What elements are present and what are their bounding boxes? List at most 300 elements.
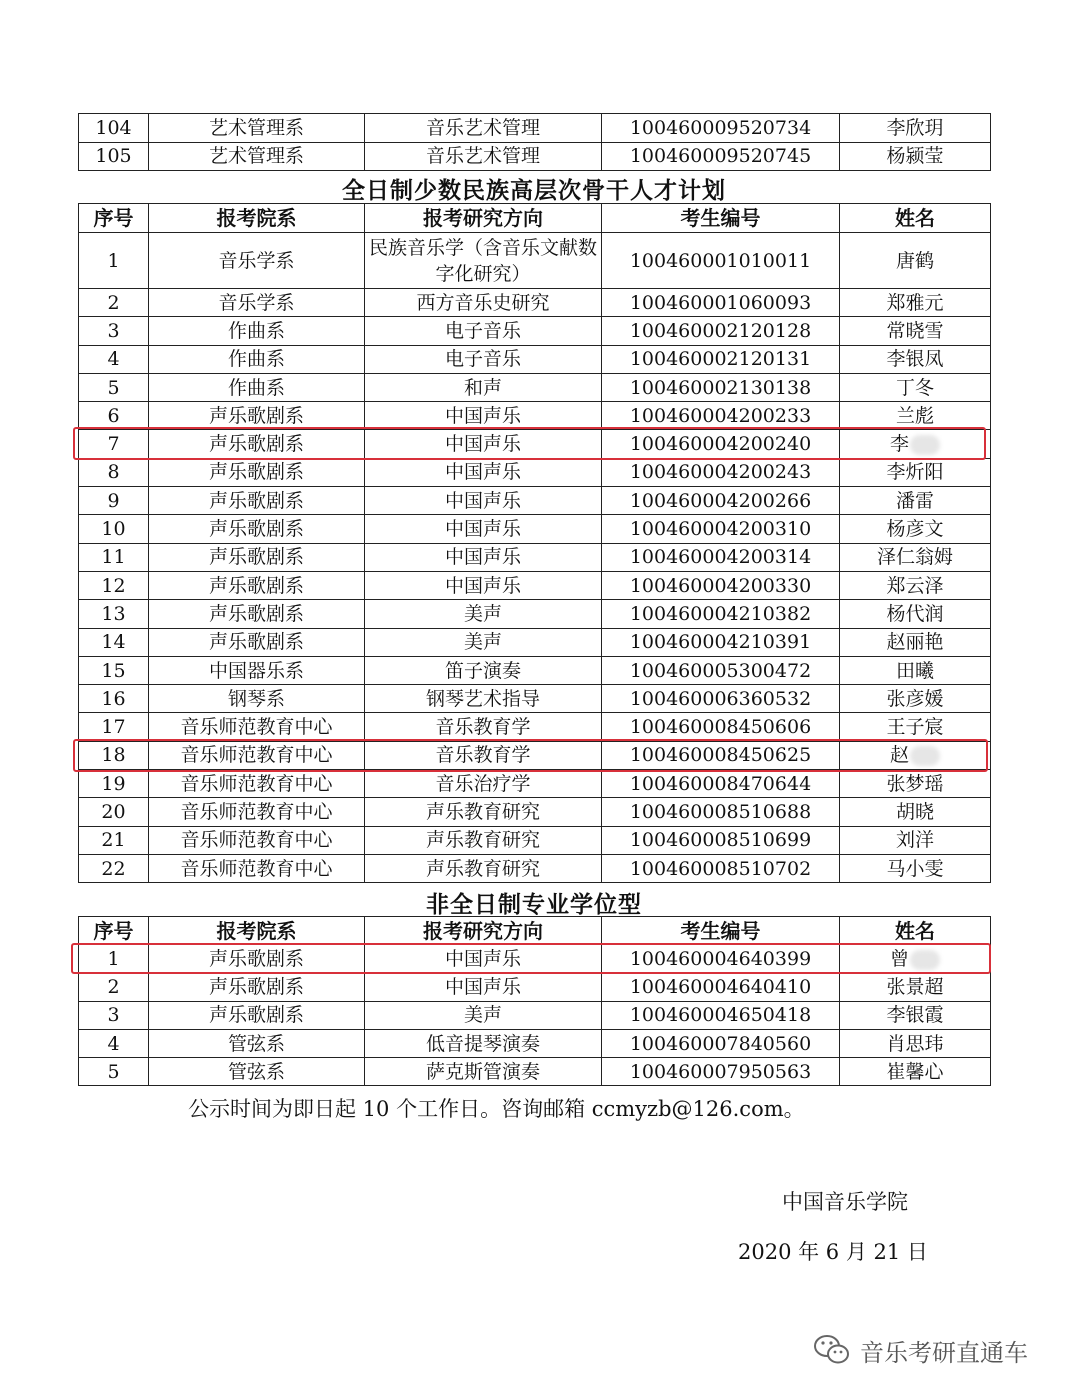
cell-text: 考生编号 bbox=[680, 206, 761, 230]
cell-direction bbox=[365, 685, 602, 713]
cell-text: 音乐师范教育中心 bbox=[180, 772, 333, 795]
cell-text: 22 bbox=[101, 857, 126, 880]
table-row bbox=[79, 628, 991, 656]
cell-text: 中国器乐系 bbox=[208, 659, 304, 682]
cell-text: 美声 bbox=[463, 602, 502, 625]
cell-text: 李银凤 bbox=[886, 348, 944, 371]
table-row bbox=[79, 142, 991, 171]
cell-text: 中国声乐 bbox=[444, 574, 521, 597]
cell-text: 声乐教育研究 bbox=[425, 857, 540, 880]
cell-text: 声乐歌剧系 bbox=[208, 433, 304, 456]
cell-department bbox=[149, 543, 365, 571]
cell-seq bbox=[79, 487, 149, 515]
table-row bbox=[79, 685, 991, 713]
minority-talent-table-body bbox=[79, 204, 991, 883]
table-row bbox=[79, 1001, 991, 1029]
cell-direction bbox=[365, 373, 602, 401]
table-row bbox=[79, 713, 991, 741]
cell-text: 姓名 bbox=[895, 206, 935, 230]
cell-direction bbox=[365, 1058, 602, 1086]
cell-name bbox=[840, 1058, 991, 1086]
cell-name bbox=[840, 1001, 991, 1029]
cell-text: 100460004200243 bbox=[629, 461, 812, 484]
cell-name bbox=[840, 233, 991, 289]
cell-exam-id bbox=[602, 571, 840, 599]
cell-exam-id bbox=[602, 798, 840, 826]
cell-exam-id bbox=[602, 114, 840, 143]
cell-seq bbox=[79, 571, 149, 599]
cell-text: 声乐歌剧系 bbox=[208, 947, 304, 970]
cell-text: 105 bbox=[95, 145, 132, 168]
cell-name bbox=[840, 289, 991, 317]
part-time-table bbox=[78, 916, 991, 1086]
cell-text: 作曲系 bbox=[227, 348, 285, 371]
cell-text: 序号 bbox=[93, 206, 134, 230]
cell-text: 音乐师范教育中心 bbox=[180, 857, 333, 880]
cell-text: 5 bbox=[107, 376, 120, 399]
cell-text: 肖思玮 bbox=[886, 1032, 944, 1055]
cell-text: 19 bbox=[101, 772, 126, 795]
cell-exam-id bbox=[602, 656, 840, 684]
table-row bbox=[79, 114, 991, 143]
cell-exam-id bbox=[602, 770, 840, 798]
cell-text: 杨彦文 bbox=[886, 518, 944, 541]
cell-text: 常晓雪 bbox=[886, 319, 944, 342]
cell-text: 序号 bbox=[93, 918, 134, 943]
notice-text: 公示时间为即日起 10 个工作日。咨询邮箱 ccmyzb@126.com。 bbox=[188, 1097, 805, 1121]
cell-direction bbox=[365, 289, 602, 317]
cell-direction bbox=[365, 854, 602, 882]
cell-text: 管弦系 bbox=[227, 1032, 285, 1055]
cell-text: 5 bbox=[107, 1060, 120, 1083]
header-exam-id bbox=[602, 917, 840, 945]
cell-exam-id bbox=[602, 317, 840, 345]
cell-text: 14 bbox=[101, 631, 126, 654]
table-row bbox=[79, 289, 991, 317]
cell-department bbox=[149, 770, 365, 798]
cell-text: 唐鹤 bbox=[895, 249, 934, 272]
cell-text: 100460004210382 bbox=[629, 602, 812, 625]
cell-seq bbox=[79, 142, 149, 171]
table-row bbox=[79, 1058, 991, 1086]
cell-text: 1 bbox=[107, 947, 120, 970]
cell-department bbox=[149, 628, 365, 656]
cell-text: 16 bbox=[101, 687, 126, 710]
cell-text: 100460002120131 bbox=[629, 348, 812, 371]
cell-seq bbox=[79, 289, 149, 317]
cell-text: 中国声乐 bbox=[444, 518, 521, 541]
cell-text: 音乐师范教育中心 bbox=[180, 800, 333, 823]
cell-department bbox=[149, 571, 365, 599]
part-time-table-body bbox=[79, 917, 991, 1086]
cell-text: 李炘阳 bbox=[886, 461, 944, 484]
cell-text: 马小雯 bbox=[886, 857, 944, 880]
cell-text: 100460002120128 bbox=[629, 319, 812, 342]
cell-text: 管弦系 bbox=[227, 1060, 285, 1083]
cell-text: 萨克斯管演奏 bbox=[425, 1060, 540, 1083]
table-row bbox=[79, 458, 991, 486]
cell-text: 李欣玥 bbox=[886, 116, 944, 139]
header-department bbox=[149, 917, 365, 945]
cell-department bbox=[149, 1029, 365, 1057]
cell-exam-id bbox=[602, 289, 840, 317]
cell-text: 100460004210391 bbox=[629, 631, 812, 654]
cell-direction bbox=[365, 600, 602, 628]
signature-date: 2020 年 6 月 21 日 bbox=[738, 1240, 928, 1264]
cell-exam-id bbox=[602, 973, 840, 1001]
cell-text: 和声 bbox=[463, 376, 502, 399]
cell-direction bbox=[365, 515, 602, 543]
cell-direction bbox=[365, 798, 602, 826]
cell-name bbox=[840, 571, 991, 599]
cell-direction bbox=[365, 973, 602, 1001]
cell-name bbox=[840, 685, 991, 713]
cell-name bbox=[840, 713, 991, 741]
cell-text: 104 bbox=[95, 116, 132, 139]
cell-text: 电子音乐 bbox=[444, 348, 521, 371]
cell-text: 胡晓 bbox=[895, 800, 934, 823]
cell-text: 100460007840560 bbox=[629, 1032, 812, 1055]
cell-text: 100460008450606 bbox=[629, 716, 812, 739]
cell-department bbox=[149, 600, 365, 628]
signature-org: 中国音乐学院 bbox=[782, 1190, 908, 1214]
cell-department bbox=[149, 973, 365, 1001]
cell-text: 中国声乐 bbox=[444, 433, 521, 456]
cell-seq bbox=[79, 402, 149, 430]
header-department bbox=[149, 204, 365, 233]
cell-text: 4 bbox=[107, 1032, 120, 1055]
table-row bbox=[79, 770, 991, 798]
minority-talent-table bbox=[78, 203, 991, 883]
cell-text: 王子宸 bbox=[886, 716, 944, 739]
cell-text: 赵丽艳 bbox=[886, 631, 944, 654]
cell-exam-id bbox=[602, 487, 840, 515]
cell-text: 低音提琴演奏 bbox=[425, 1032, 540, 1055]
table-row bbox=[79, 402, 991, 430]
watermark-text: 音乐考研直通车 bbox=[860, 1338, 1028, 1367]
cell-text: 丁冬 bbox=[895, 376, 934, 399]
cell-text: 报考研究方向 bbox=[423, 206, 543, 230]
cell-department bbox=[149, 713, 365, 741]
cell-text: 兰彪 bbox=[895, 404, 934, 427]
cell-text: 100460008470644 bbox=[629, 772, 812, 795]
cell-text: 音乐教育学 bbox=[435, 716, 531, 739]
cell-department bbox=[149, 487, 365, 515]
cell-text: 100460009520734 bbox=[629, 116, 812, 139]
cell-seq bbox=[79, 600, 149, 628]
cell-exam-id bbox=[602, 713, 840, 741]
cell-department bbox=[149, 1058, 365, 1086]
table-row bbox=[79, 317, 991, 345]
cell-seq bbox=[79, 1029, 149, 1057]
cell-text: 1 bbox=[107, 249, 120, 272]
cell-exam-id bbox=[602, 142, 840, 171]
cell-seq bbox=[79, 233, 149, 289]
cell-text: 崔馨心 bbox=[886, 1060, 944, 1083]
cell-text: 美声 bbox=[463, 1004, 502, 1027]
cell-exam-id bbox=[602, 458, 840, 486]
cell-seq bbox=[79, 458, 149, 486]
cell-text: 18 bbox=[101, 744, 126, 767]
cell-department bbox=[149, 114, 365, 143]
cell-exam-id bbox=[602, 233, 840, 289]
cell-text: 3 bbox=[107, 319, 120, 342]
cell-text: 钢琴系 bbox=[227, 687, 285, 710]
table-row bbox=[79, 854, 991, 882]
cell-name bbox=[840, 317, 991, 345]
cell-text: 100460006360532 bbox=[629, 687, 812, 710]
cell-text: 声乐教育研究 bbox=[425, 829, 540, 852]
cell-text: 100460008510699 bbox=[629, 829, 812, 852]
cell-text: 100460001060093 bbox=[629, 291, 812, 314]
header-seq bbox=[79, 917, 149, 945]
cell-text: 作曲系 bbox=[227, 319, 285, 342]
cell-seq bbox=[79, 345, 149, 373]
highlight-row-18 bbox=[73, 739, 988, 772]
cell-text: 12 bbox=[101, 574, 126, 597]
cell-department bbox=[149, 1001, 365, 1029]
cell-direction bbox=[365, 487, 602, 515]
table-row bbox=[79, 973, 991, 1001]
table-row bbox=[79, 826, 991, 854]
cell-text: 刘洋 bbox=[895, 829, 934, 852]
header-direction bbox=[365, 204, 602, 233]
cell-direction bbox=[365, 142, 602, 171]
table-row bbox=[79, 543, 991, 571]
cell-name bbox=[840, 515, 991, 543]
cell-direction bbox=[365, 571, 602, 599]
cell-direction bbox=[365, 1029, 602, 1057]
header-row bbox=[79, 204, 991, 233]
cell-text: 中国声乐 bbox=[444, 489, 521, 512]
cell-text: 100460005300472 bbox=[629, 659, 812, 682]
cell-text: 100460004200330 bbox=[629, 574, 812, 597]
cell-exam-id bbox=[602, 373, 840, 401]
cell-seq bbox=[79, 973, 149, 1001]
cell-name bbox=[840, 770, 991, 798]
cell-text: 报考院系 bbox=[216, 206, 297, 230]
cell-direction bbox=[365, 713, 602, 741]
cell-name bbox=[840, 142, 991, 171]
cell-text: 17 bbox=[101, 716, 126, 739]
cell-text: 3 bbox=[107, 1004, 120, 1027]
cell-exam-id bbox=[602, 515, 840, 543]
table-row bbox=[79, 233, 991, 289]
highlight-row-7 bbox=[73, 427, 986, 460]
cell-text: 音乐师范教育中心 bbox=[180, 744, 333, 767]
cell-seq bbox=[79, 770, 149, 798]
cell-seq bbox=[79, 515, 149, 543]
cell-exam-id bbox=[602, 1058, 840, 1086]
cell-seq bbox=[79, 685, 149, 713]
cell-text: 声乐教育研究 bbox=[425, 800, 540, 823]
cell-exam-id bbox=[602, 543, 840, 571]
cell-text: 9 bbox=[107, 489, 120, 512]
cell-name bbox=[840, 656, 991, 684]
cell-text: 张梦瑶 bbox=[886, 772, 944, 795]
cell-text: 100460004200266 bbox=[629, 489, 812, 512]
cell-direction bbox=[365, 317, 602, 345]
section-title-part-time: 非全日制专业学位型 bbox=[426, 891, 642, 918]
header-exam-id bbox=[602, 204, 840, 233]
cell-text: 11 bbox=[101, 546, 126, 569]
cell-text: 艺术管理系 bbox=[208, 145, 304, 168]
cell-text: 21 bbox=[101, 829, 126, 852]
table-row bbox=[79, 1029, 991, 1057]
cell-text: 考生编号 bbox=[680, 918, 761, 943]
cell-text: 声乐歌剧系 bbox=[208, 404, 304, 427]
header-row bbox=[79, 917, 991, 945]
cell-text: 10 bbox=[101, 518, 126, 541]
cell-text: 李银霞 bbox=[886, 1004, 944, 1027]
cell-department bbox=[149, 402, 365, 430]
cell-text: 4 bbox=[107, 348, 120, 371]
cell-text: 7 bbox=[107, 433, 120, 456]
table-row bbox=[79, 515, 991, 543]
header-direction bbox=[365, 917, 602, 945]
cell-text: 潘雷 bbox=[895, 489, 934, 512]
cell-seq bbox=[79, 798, 149, 826]
cell-name bbox=[840, 458, 991, 486]
cell-text: 15 bbox=[101, 659, 126, 682]
cell-direction bbox=[365, 656, 602, 684]
cell-exam-id bbox=[602, 826, 840, 854]
cell-text: 100460004200233 bbox=[629, 404, 812, 427]
cell-text: 钢琴艺术指导 bbox=[425, 687, 540, 710]
cell-department bbox=[149, 233, 365, 289]
header-name bbox=[840, 204, 991, 233]
cell-seq bbox=[79, 656, 149, 684]
cell-text: 郑雅元 bbox=[886, 291, 944, 314]
cell-text: 中国声乐 bbox=[444, 461, 521, 484]
cell-text: 声乐歌剧系 bbox=[208, 489, 304, 512]
cell-seq bbox=[79, 317, 149, 345]
cell-direction bbox=[365, 770, 602, 798]
cell-text: 100460004650418 bbox=[629, 1004, 812, 1027]
cell-text: 声乐歌剧系 bbox=[208, 574, 304, 597]
cell-text: 音乐学系 bbox=[218, 291, 295, 314]
cell-text: 8 bbox=[107, 461, 120, 484]
cell-text: 张景超 bbox=[886, 975, 944, 998]
cell-text: 中国声乐 bbox=[444, 975, 521, 998]
cell-name bbox=[840, 854, 991, 882]
cell-text: 100460002130138 bbox=[629, 376, 812, 399]
cell-text: 泽仁翁姆 bbox=[876, 546, 953, 569]
cell-exam-id bbox=[602, 345, 840, 373]
cell-text: 美声 bbox=[463, 631, 502, 654]
cell-direction bbox=[365, 458, 602, 486]
cell-text: 2 bbox=[107, 975, 120, 998]
cell-department bbox=[149, 798, 365, 826]
cell-department bbox=[149, 345, 365, 373]
cell-seq bbox=[79, 1058, 149, 1086]
header-seq bbox=[79, 204, 149, 233]
cell-department bbox=[149, 515, 365, 543]
cell-text: 民族音乐学（含音乐文献数字化研究） bbox=[368, 236, 597, 285]
cell-direction bbox=[365, 543, 602, 571]
cell-text: 作曲系 bbox=[227, 376, 285, 399]
cell-name bbox=[840, 543, 991, 571]
cell-text: 13 bbox=[101, 602, 126, 625]
cell-seq bbox=[79, 373, 149, 401]
section-title-minority: 全日制少数民族高层次骨干人才计划 bbox=[342, 177, 726, 204]
cell-text: 赵 bbox=[889, 744, 909, 767]
cell-text: 电子音乐 bbox=[444, 319, 521, 342]
cell-text: 中国声乐 bbox=[444, 947, 521, 970]
cell-text: 100460001010011 bbox=[629, 249, 812, 272]
cell-text: 音乐艺术管理 bbox=[425, 116, 540, 139]
cell-text: 100460004200314 bbox=[629, 546, 812, 569]
cell-text: 声乐歌剧系 bbox=[208, 975, 304, 998]
cell-department bbox=[149, 373, 365, 401]
cell-department bbox=[149, 854, 365, 882]
cell-seq bbox=[79, 826, 149, 854]
cell-direction bbox=[365, 1001, 602, 1029]
cell-exam-id bbox=[602, 854, 840, 882]
cell-text: 西方音乐史研究 bbox=[416, 291, 550, 314]
cell-department bbox=[149, 317, 365, 345]
cell-text: 杨代润 bbox=[886, 602, 944, 625]
cell-direction bbox=[365, 628, 602, 656]
cell-text: 张彦媛 bbox=[886, 687, 944, 710]
cell-name bbox=[840, 345, 991, 373]
watermark bbox=[812, 1332, 1028, 1368]
table-row bbox=[79, 798, 991, 826]
cell-name bbox=[840, 826, 991, 854]
cell-text: 20 bbox=[101, 800, 126, 823]
cell-text: 声乐歌剧系 bbox=[208, 602, 304, 625]
cell-text: 声乐歌剧系 bbox=[208, 518, 304, 541]
highlight-row-part-time-1 bbox=[71, 943, 991, 974]
cell-direction bbox=[365, 233, 602, 289]
cell-name bbox=[840, 402, 991, 430]
cell-text: 杨颍莹 bbox=[886, 145, 944, 168]
cell-name bbox=[840, 373, 991, 401]
table-row bbox=[79, 600, 991, 628]
table-row bbox=[79, 345, 991, 373]
cell-name bbox=[840, 1029, 991, 1057]
cell-text: 音乐师范教育中心 bbox=[180, 716, 333, 739]
cell-seq bbox=[79, 628, 149, 656]
cell-direction bbox=[365, 826, 602, 854]
cell-name bbox=[840, 628, 991, 656]
cell-text: 100460009520745 bbox=[629, 145, 812, 168]
cell-exam-id bbox=[602, 685, 840, 713]
cell-text: 艺术管理系 bbox=[208, 116, 304, 139]
cell-text: 100460007950563 bbox=[629, 1060, 812, 1083]
wechat-icon bbox=[812, 1332, 852, 1368]
cell-exam-id bbox=[602, 1029, 840, 1057]
cell-name bbox=[840, 487, 991, 515]
cell-text: 声乐歌剧系 bbox=[208, 631, 304, 654]
cell-exam-id bbox=[602, 402, 840, 430]
cell-seq bbox=[79, 713, 149, 741]
table-row bbox=[79, 373, 991, 401]
cell-name bbox=[840, 600, 991, 628]
cell-text: 100460008510688 bbox=[629, 800, 812, 823]
cell-name bbox=[840, 798, 991, 826]
cell-text: 音乐治疗学 bbox=[435, 772, 531, 795]
table-row bbox=[79, 656, 991, 684]
cell-seq bbox=[79, 543, 149, 571]
cell-name bbox=[840, 114, 991, 143]
cell-text: 100460008510702 bbox=[629, 857, 812, 880]
cell-seq bbox=[79, 1001, 149, 1029]
cell-text: 李 bbox=[889, 433, 909, 456]
cell-department bbox=[149, 142, 365, 171]
cell-text: 音乐教育学 bbox=[435, 744, 531, 767]
cell-text: 笛子演奏 bbox=[444, 659, 521, 682]
